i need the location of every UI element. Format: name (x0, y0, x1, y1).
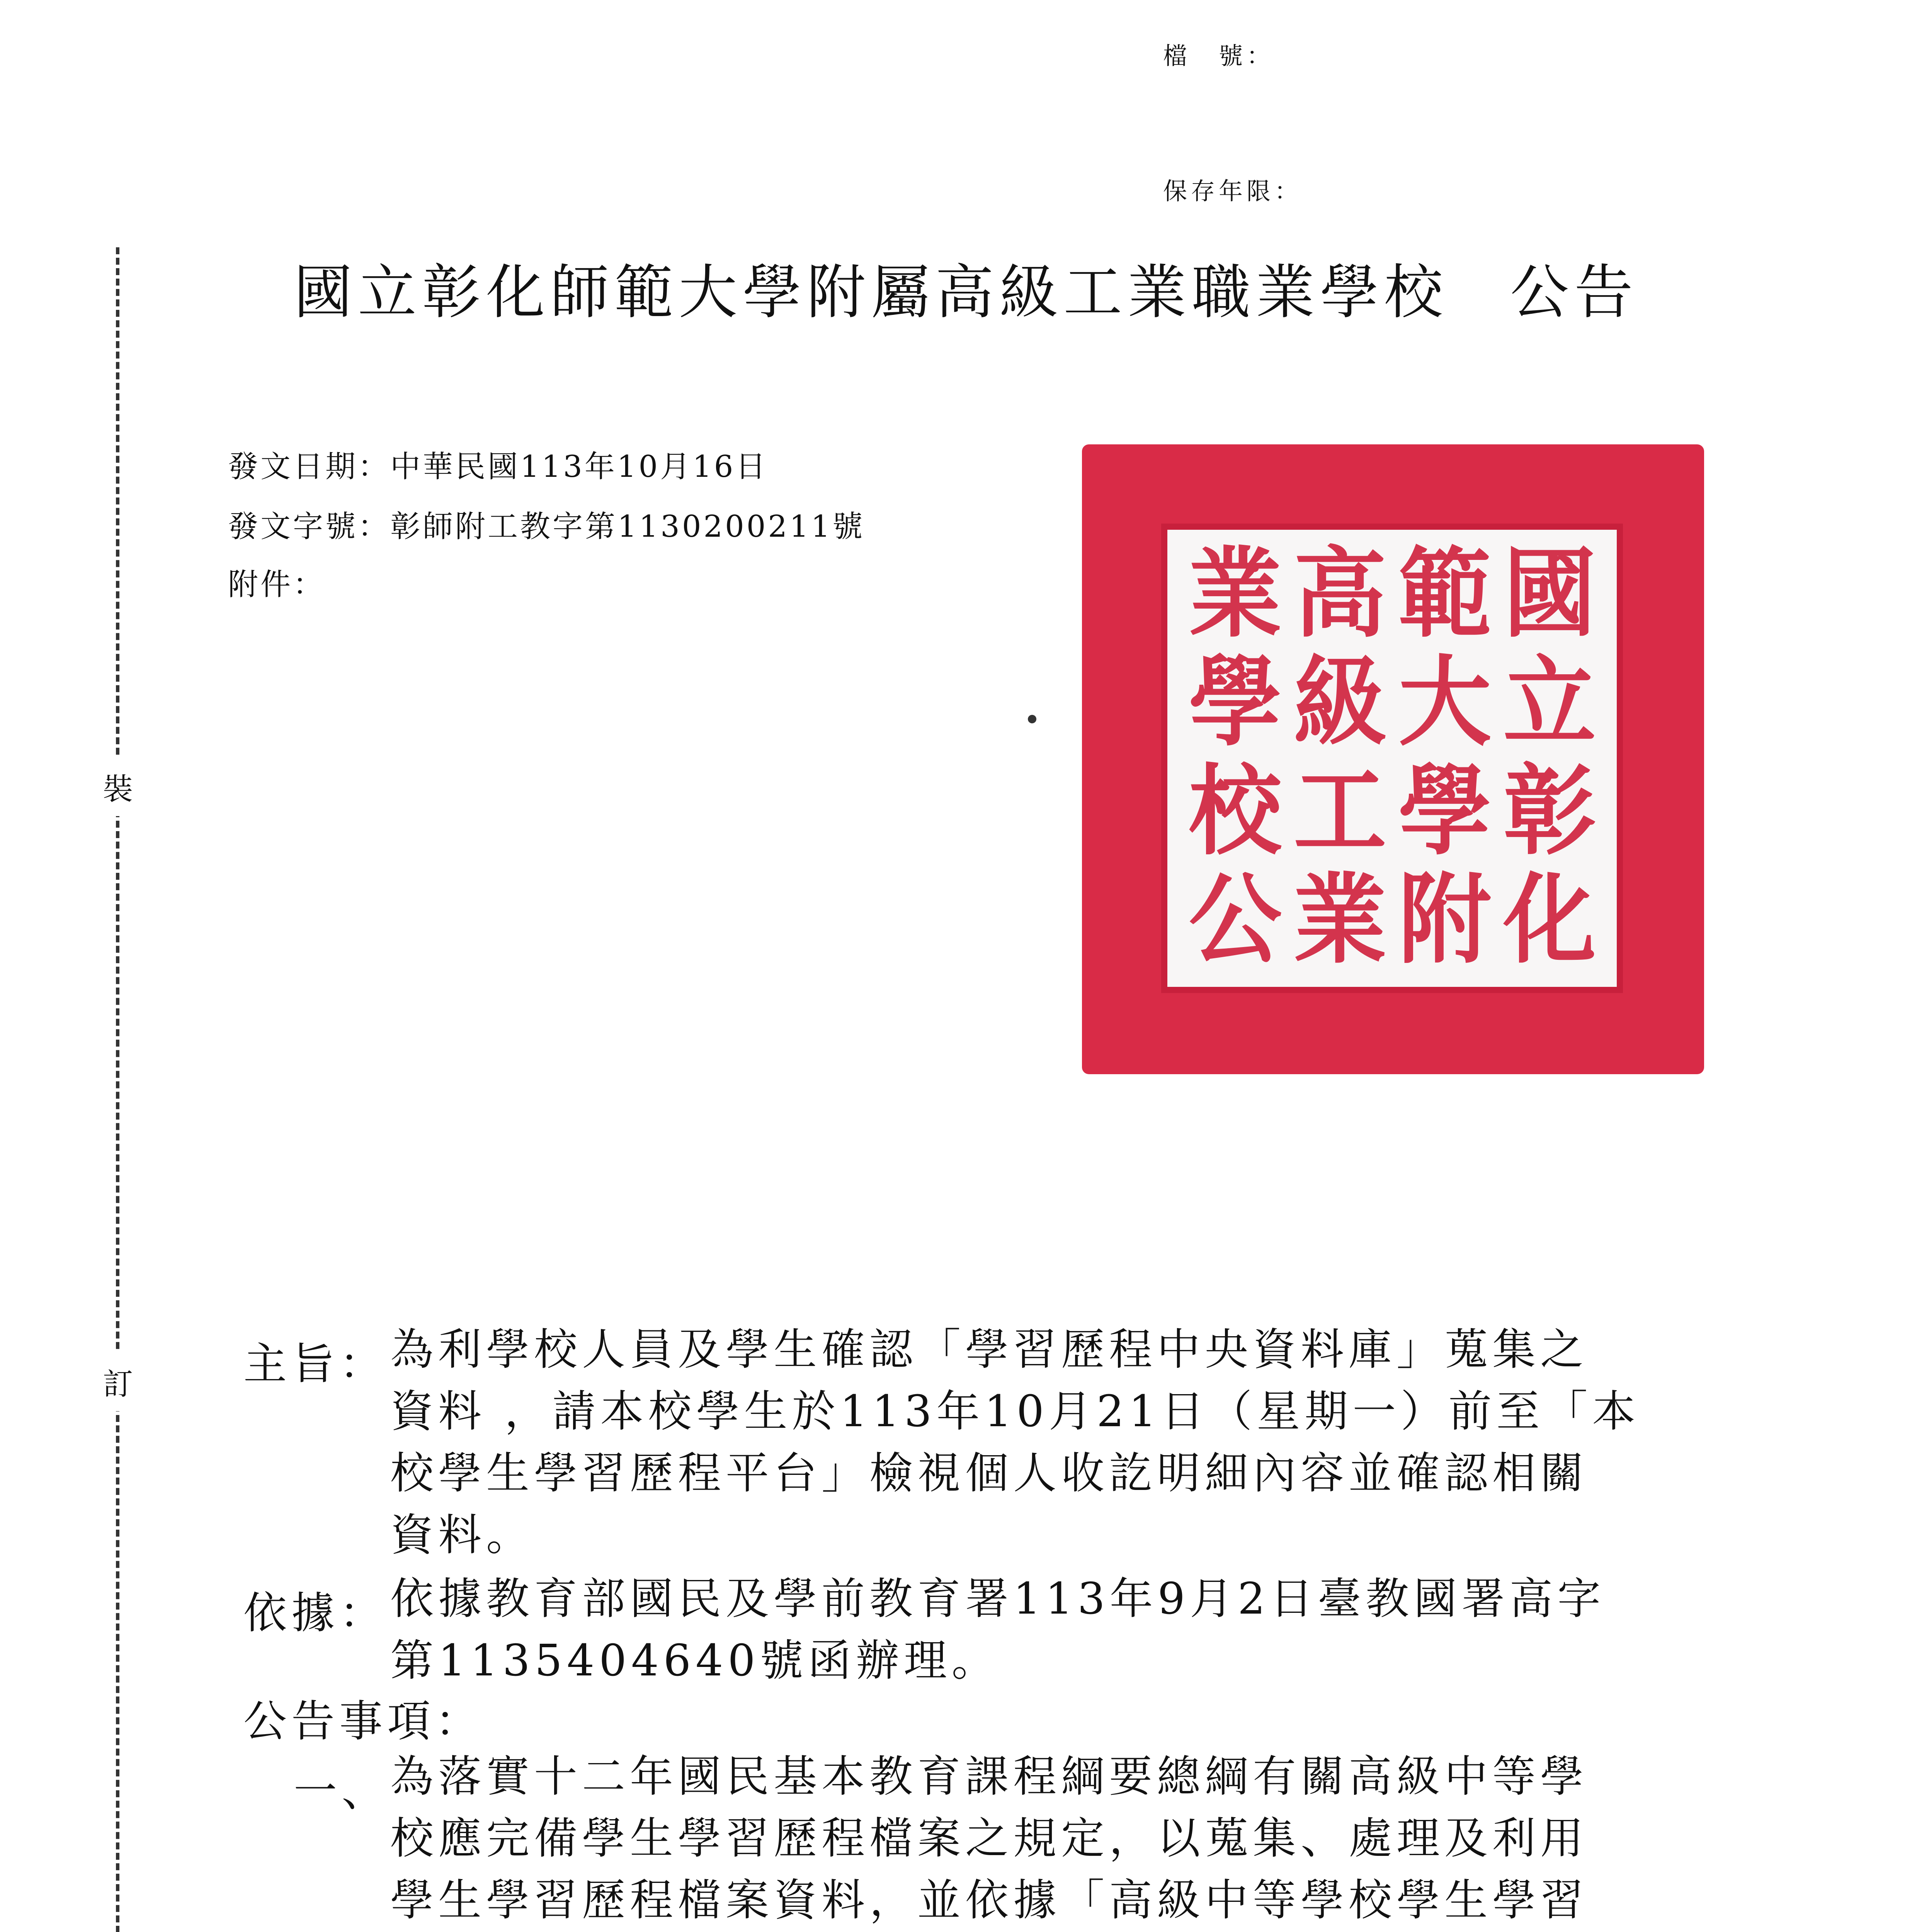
text-line: 學生學習歷程檔案資料，並依據「高級中等學校學生學習 (390, 1875, 1588, 1925)
text-line: 依據教育部國民及學前教育署113年9月2日臺教國署高字 (390, 1574, 1606, 1624)
dossier-number-label: 檔 號： (1163, 42, 1275, 70)
issue-date (228, 442, 768, 486)
document-number-value: 彰師附工教字第1130200211號 (390, 509, 865, 544)
document-number (228, 502, 865, 546)
school-name: 國立彰化師範大學附屬高級工業職業學校 (294, 258, 1448, 327)
text-line: 資料 ，請本校學生於113年10月21日（星期一）前至「本 (390, 1386, 1640, 1437)
seal-glyph: 工 (1293, 753, 1386, 868)
seal-glyph: 高 (1293, 536, 1386, 651)
ink-speck (1028, 715, 1036, 723)
binding-char-zhuang: 裝 (95, 757, 141, 816)
basis-label: 依據： (243, 1588, 387, 1638)
seal-glyph: 國 (1503, 536, 1596, 651)
binding-dashed-line (116, 247, 119, 1932)
issue-date-label: 發文日期： (228, 449, 391, 484)
seal-glyph: 學 (1398, 753, 1492, 868)
seal-glyph: 業 (1189, 536, 1282, 651)
seal-glyph: 化 (1503, 862, 1596, 977)
seal-glyph: 學 (1189, 645, 1282, 760)
text-line: 第1135404640號函辦理。 (390, 1636, 1000, 1686)
text-line: 校學生學習歷程平台」檢視個人收訖明細內容並確認相關 (390, 1448, 1588, 1498)
doc-type: 公告 (1510, 258, 1638, 327)
seal-glyph: 立 (1503, 645, 1596, 760)
text-line: 為落實十二年國民基本教育課程綱要總綱有關高級中等學 (390, 1752, 1588, 1802)
issue-date-value: 中華民國113年10月16日 (390, 449, 768, 484)
seal-inner-field (1161, 524, 1623, 993)
seal-glyph: 公 (1189, 862, 1282, 977)
page-title (294, 245, 1638, 330)
subject-label: 主旨： (243, 1339, 387, 1389)
text-line: 校應完備學生學習歷程檔案之規定，以蒐集、處理及利用 (390, 1813, 1588, 1864)
retention-period-label: 保存年限： (1163, 177, 1303, 205)
binding-char-ding: 訂 (95, 1352, 141, 1411)
seal-glyph: 業 (1293, 862, 1386, 977)
seal-characters (1183, 536, 1602, 977)
official-seal (1082, 444, 1704, 1074)
seal-glyph: 大 (1398, 645, 1492, 760)
seal-glyph: 級 (1293, 645, 1386, 760)
text-line: 資料。 (390, 1510, 534, 1560)
seal-glyph: 附 (1398, 862, 1492, 977)
attachment-label: 附件： (228, 567, 326, 602)
announcement-items-label: 公告事項： (243, 1696, 483, 1747)
text-line: 為利學校人員及學生確認「學習歷程中央資料庫」蒐集之 (390, 1325, 1588, 1375)
document-number-label: 發文字號： (228, 509, 391, 544)
seal-glyph: 彰 (1503, 753, 1596, 868)
seal-glyph: 範 (1398, 536, 1492, 651)
item-1-marker: 一、 (294, 1766, 390, 1816)
attachment (228, 560, 325, 604)
seal-glyph: 校 (1189, 753, 1282, 868)
